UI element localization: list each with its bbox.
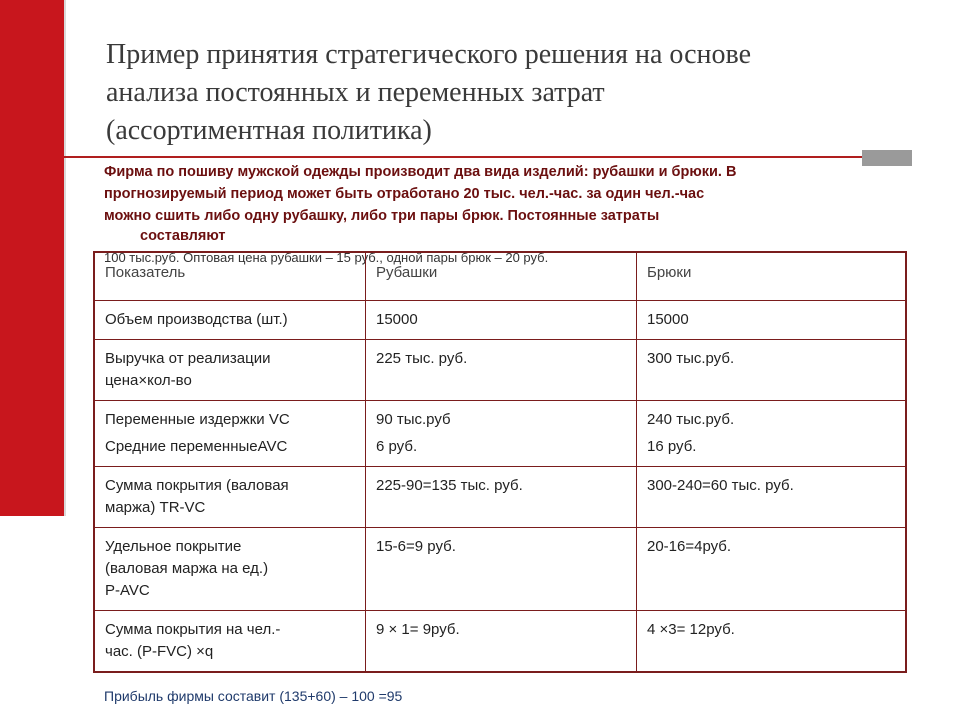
title-divider [64,156,890,158]
shirts-value-cell [366,611,637,673]
cell-text: 9 × 1= 9руб. [376,621,460,638]
cell-text: Средние переменныеAVC [105,438,288,455]
intro-line-2: прогнозируемый период может быть отработано 20 тыс. чел.-час. за один чел.-час [104,186,705,202]
trousers-value-cell [637,528,907,611]
row-label-cell [94,611,366,673]
header-cell-indicator: Показатель [94,252,366,301]
accent-bar-edge [64,0,66,516]
cell-text: 225-90=135 тыс. руб. [376,477,523,494]
table-header-row [94,252,906,301]
cell-text: P-AVC [105,582,150,599]
row-label-cell [94,467,366,528]
shirts-value-cell [366,301,637,340]
row-label-cell [94,401,366,467]
header-cell-trousers: Брюки [637,252,907,301]
cell-text: Переменные издержки VC [105,411,290,428]
table-row [94,401,906,467]
cell-text: Удельное покрытие [105,538,242,555]
title-line-2: анализа постоянных и переменных затрат [106,77,605,108]
slide-title [106,36,896,150]
table-row [94,301,906,340]
trousers-value-cell [637,340,907,401]
cell-text: Сумма покрытия на чел.- [105,621,281,638]
cell-text: Объем производства (шт.) [105,311,288,328]
cell-text: цена×кол-во [105,372,192,389]
cell-text: 16 руб. [647,438,697,455]
cell-text: 15000 [647,311,689,328]
cell-text: 4 ×3= 12руб. [647,621,735,638]
trousers-value-cell [637,467,907,528]
shirts-value-cell [366,467,637,528]
title-line-3: (ассортиментная политика) [106,115,432,146]
trousers-value-cell [637,301,907,340]
cell-text: 20-16=4руб. [647,538,732,555]
table-row [94,528,906,611]
trousers-value-cell [637,611,907,673]
cell-text: Выручка от реализации [105,350,271,367]
intro-line-4: составляют [140,228,226,244]
cell-text: (валовая маржа на ед.) [105,560,269,577]
cell-text: 90 тыс.руб [376,411,451,428]
cost-analysis-table [93,251,907,673]
cell-text: Сумма покрытия (валовая [105,477,289,494]
shirts-value-cell [366,340,637,401]
intro-line-3: можно сшить либо одну рубашку, либо три пары брюк. Постоянные затраты [104,208,660,224]
cell-text: 15-6=9 руб. [376,538,456,555]
intro-line-1: Фирма по пошиву мужской одежды производит два вида изделий: рубашки и брюки. В [104,164,737,180]
header-cell-shirts: Рубашки [366,252,637,301]
table-row [94,340,906,401]
cell-text: 240 тыс.руб. [647,411,735,428]
trousers-value-cell [637,401,907,467]
cell-text: маржа) TR-VC [105,499,206,516]
title-line-1: Пример принятия стратегического решения на основе [106,39,751,70]
shirts-value-cell [366,528,637,611]
cell-text: 300 тыс.руб. [647,350,735,367]
intro-line-5: 100 тыс.руб. Оптовая цена рубашки – 15 руб., одной пары брюк – 20 руб. [104,250,549,265]
problem-statement [104,161,904,265]
shirts-value-cell [366,401,637,467]
cell-text: 225 тыс. руб. [376,350,468,367]
accent-bar [0,0,64,516]
cell-text: час. (P-FVC) ×q [105,643,214,660]
cell-text: 300-240=60 тыс. руб. [647,477,794,494]
table-row [94,611,906,673]
cell-text: 15000 [376,311,418,328]
row-label-cell [94,340,366,401]
cell-text: 6 руб. [376,438,418,455]
profit-conclusion: Прибыль фирмы составит (135+60) – 100 =95 [104,688,403,704]
row-label-cell [94,301,366,340]
row-label-cell [94,528,366,611]
table-row [94,467,906,528]
